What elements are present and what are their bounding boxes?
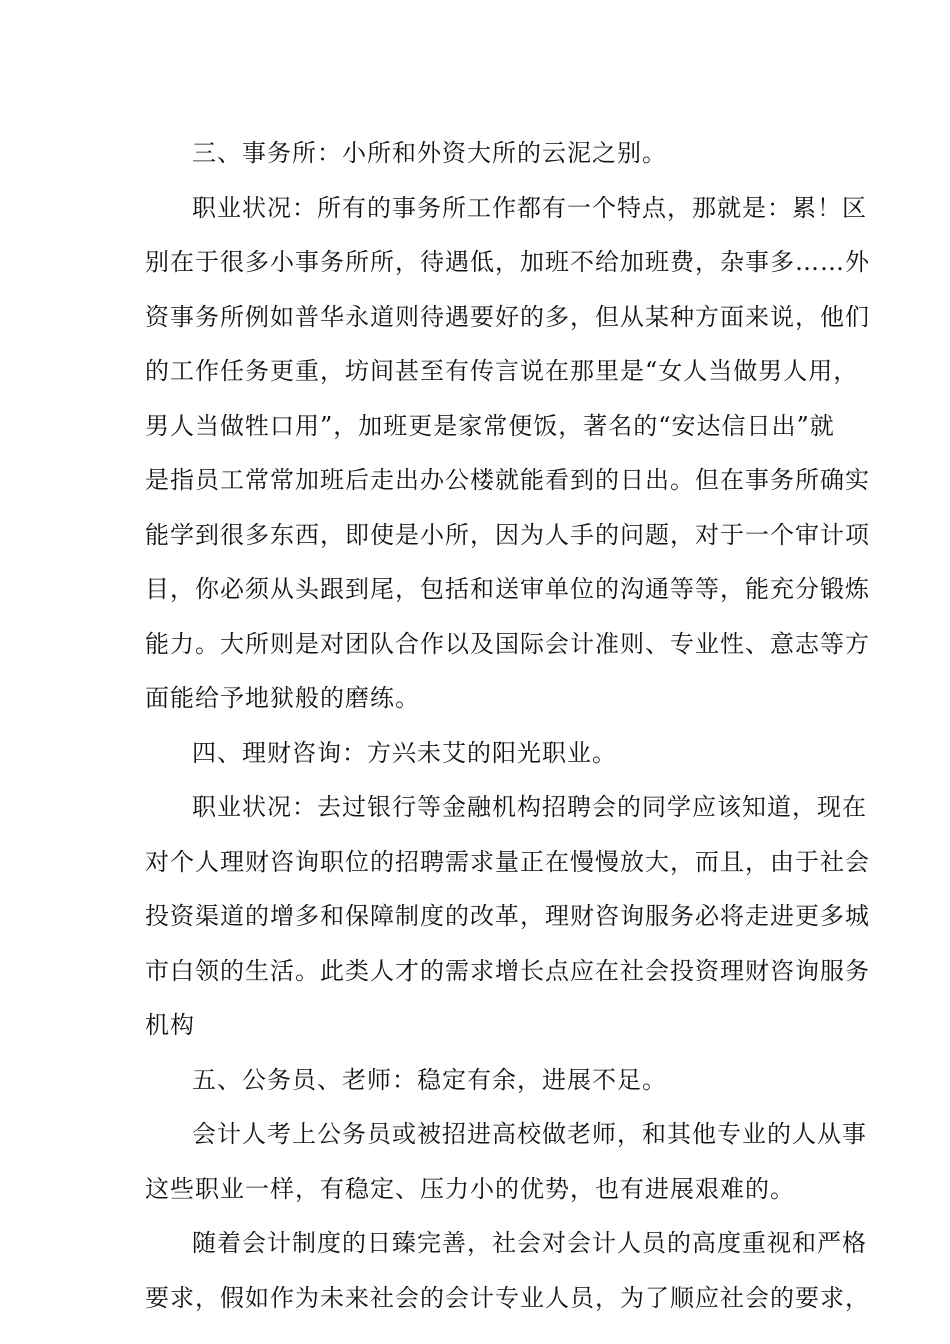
paragraph-heading-accounting-firms [145, 126, 807, 181]
text-line: 的工作任务更重，坊间甚至有传言说在那里是“女人当做男人用， [145, 357, 859, 385]
text-line: 资事务所例如普华永道则待遇要好的多，但从某种方面来说，他们 [145, 302, 870, 331]
text-line: 四、理财咨询：方兴未艾的阳光职业。 [192, 738, 617, 767]
document-page [145, 126, 870, 1325]
text-line: 面能给予地狱般的磨练。 [145, 684, 420, 712]
text-line: 对个人理财咨询职位的招聘需求量正在慢慢放大，而且，由于社会 [145, 847, 870, 876]
paragraph-closing [145, 1216, 870, 1325]
text-line: 能力。大所则是对团队合作以及国际会计准则、专业性、意志等方 [145, 629, 870, 658]
text-line: 市白领的生活。此类人才的需求增长点应在社会投资理财咨询服务 [145, 956, 870, 985]
text-line: 投资渠道的增多和保障制度的改革，理财咨询服务必将走进更多城 [145, 902, 870, 930]
text-line: 随着会计制度的日臻完善，社会对会计人员的高度重视和严格 [192, 1229, 867, 1257]
text-line: 是指员工常常加班后走出办公楼就能看到的日出。但在事务所确实 [145, 466, 870, 494]
paragraph-heading-financial-consulting [145, 726, 807, 781]
paragraph-heading-civil-servant-teacher [145, 1053, 807, 1108]
text-line: 这些职业一样，有稳定、压力小的优势，也有进展艰难的。 [145, 1174, 795, 1203]
text-line: 三、事务所：小所和外资大所的云泥之别。 [192, 139, 667, 167]
paragraph-financial-consulting-body [145, 780, 870, 1053]
text-line: 机构 [145, 1011, 195, 1039]
text-line: 五、公务员、老师：稳定有余，进展不足。 [192, 1065, 667, 1094]
paragraph-civil-servant-teacher-body [145, 1107, 867, 1216]
text-line: 职业状况：去过银行等金融机构招聘会的同学应该知道，现在 [192, 793, 867, 821]
text-line: 能学到很多东西，即使是小所，因为人手的问题，对于一个审计项 [145, 520, 870, 549]
text-line: 要求，假如作为未来社会的会计专业人员，为了顺应社会的要求， [145, 1283, 870, 1312]
text-line: 会计人考上公务员或被招进高校做老师，和其他专业的人从事 [192, 1120, 867, 1148]
text-line: 别在于很多小事务所所，待遇低，加班不给加班费，杂事多……外 [145, 248, 870, 276]
text-line: 职业状况：所有的事务所工作都有一个特点，那就是：累！区 [192, 193, 867, 222]
text-line: 男人当做牲口用”，加班更是家常便饭，著名的“安达信日出”就 [145, 411, 835, 440]
paragraph-accounting-firms-body [145, 181, 870, 726]
text-line: 目，你必须从头跟到尾，包括和送审单位的沟通等等，能充分锻炼 [145, 575, 870, 603]
